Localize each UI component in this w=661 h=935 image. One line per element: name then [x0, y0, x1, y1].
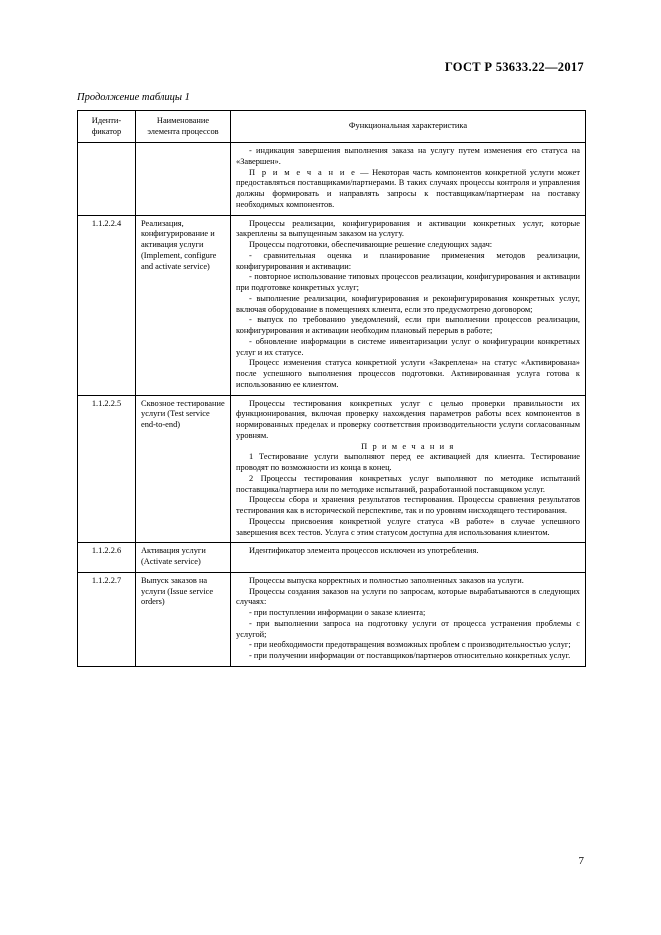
paragraph: Процессы сбора и хранения результатов тестирования. Процессы сравнения результатов тестирования как в исторической перспективе, так и по уровням нисходящего тестирования.	[236, 495, 580, 515]
cell-functional-characteristic	[231, 143, 586, 216]
table-body	[78, 143, 586, 667]
cell-identifier: 1.1.2.2.7	[78, 572, 136, 666]
column-header-identifier	[78, 111, 136, 143]
paragraph: - выполнение реализации, конфигурирования и реконфигурирования конкретных услуг, включая оборудование в помещениях клиента, если это предусмотрено договором;	[236, 293, 580, 314]
table-row	[78, 543, 586, 573]
paragraph: Процессы подготовки, обеспечивающие решение следующих задач:	[249, 240, 493, 249]
table-row	[78, 572, 586, 666]
paragraph: - выпуск по требованию уведомлений, если при выполнении процессов реализации, конфигурирования и активации необходим плановый перерыв в работе;	[236, 315, 580, 335]
paragraph: 2 Процессы тестирования конкретных услуг выполняют по методике испытаний поставщика/партнера или по методике испытаний, разработанной поставщиком услуг.	[236, 473, 580, 494]
column-header-identifier-line2: фикатор	[91, 126, 122, 136]
column-header-element-name-line1: Наименование	[156, 116, 210, 125]
paragraph: Процессы тестирования конкретных услуг с целью проверки правильности их функционирования, включая проверку нахождения параметров работы всех компонентов в нормированных пределах и проверку соответствия производительности услуги согласованным уровням.	[236, 398, 580, 440]
paragraph: - сравнительная оценка и планирование применения методов реализации, конфигурирования и активации:	[236, 250, 580, 271]
page-number: 7	[578, 855, 584, 867]
cell-element-name: Реализация, конфигурирование и активация услуги (Implement, configure and activate service)	[136, 215, 231, 395]
paragraph: - при выполнении запроса на подготовку услуги от процесса устранения проблемы с услугой;	[236, 618, 580, 639]
cell-element-name	[136, 143, 231, 216]
cell-functional-characteristic	[231, 572, 586, 666]
paragraph: - при необходимости предотвращения возможных проблем с производительностью услуг;	[249, 640, 571, 650]
cell-element-name: Активация услуги (Activate service)	[136, 543, 231, 573]
paragraph: Процесс изменения статуса конкретной услуги «Закреплена» на статус «Активирована» после успешного выполнения процессов подготовки. Активированная услуга готова к использованию ее клиентом.	[236, 358, 580, 389]
paragraph: П р и м е ч а н и я	[361, 441, 455, 451]
cell-identifier: 1.1.2.2.4	[78, 215, 136, 395]
table-row	[78, 143, 586, 216]
cell-element-name: Сквозное тестирование услуги (Test service end-to-end)	[136, 395, 231, 543]
table-row	[78, 395, 586, 543]
paragraph: - при получении информации от поставщиков/партнеров относительно конкретных услуг.	[249, 651, 571, 660]
note-label: П р и м е ч а н и е	[249, 167, 357, 177]
cell-functional-characteristic	[231, 395, 586, 543]
paragraph: Процессы выпуска корректных и полностью заполненных заказов на услуги.	[249, 575, 524, 585]
column-header-element-name	[136, 111, 231, 143]
paragraph: 1 Тестирование услуги выполняют перед ее активацией для клиента. Тестирование проводят по возможности из конца в конец.	[236, 452, 580, 472]
paragraph: Процессы присвоения конкретной услуге статуса «В работе» в случае успешного завершения всех тестов. Услуга с этим статусом доступна для использования клиентом.	[236, 516, 580, 537]
cell-identifier	[78, 143, 136, 216]
page-header-standard-number: ГОСТ Р 53633.22—2017	[444, 60, 584, 74]
paragraph: П р и м е ч а н и е — Некоторая часть компонентов конкретной услуги может предоставляться поставщиками/партнерами. В таких случаях процессы контроля и управления должны формировать и направлять запросы к поставщикам/партнерам на поставку необходимых компонентов.	[236, 167, 580, 209]
paragraph: Процессы создания заказов на услуги по запросам, которые вырабатываются в следующих случаях:	[236, 586, 580, 607]
cell-element-name: Выпуск заказов на услуги (Issue service orders)	[136, 572, 231, 666]
cell-identifier: 1.1.2.2.5	[78, 395, 136, 543]
paragraph: - при поступлении информации о заказе клиента;	[249, 608, 426, 617]
cell-functional-characteristic	[231, 543, 586, 573]
paragraph: - обновление информации в системе инвентаризации услуг о конфигурации конкретных услуг и их статусе.	[236, 336, 580, 357]
cell-functional-characteristic	[231, 215, 586, 395]
paragraph: Процессы реализации, конфигурирования и активации конкретных услуг, которые закреплены за выпущенным заказом на услугу.	[236, 218, 580, 239]
processes-table	[77, 110, 586, 667]
paragraph: Идентификатор элемента процессов исключен из употребления.	[249, 546, 479, 556]
table-continuation-caption: Продолжение таблицы 1	[77, 92, 190, 103]
paragraph: - индикация завершения выполнения заказа на услугу путем изменения его статуса на «Завершен».	[236, 146, 580, 166]
paragraph: - повторное использование типовых процессов реализации, конфигурирования и активации при подготовке конкретных услуг;	[236, 272, 580, 292]
column-header-functional-characteristic: Функциональная характеристика	[231, 111, 586, 143]
table-header-row	[78, 111, 586, 143]
cell-identifier: 1.1.2.2.6	[78, 543, 136, 573]
table-row	[78, 215, 586, 395]
column-header-element-name-line2: элемента процессов	[147, 126, 219, 136]
column-header-identifier-line1: Иденти-	[91, 116, 122, 125]
